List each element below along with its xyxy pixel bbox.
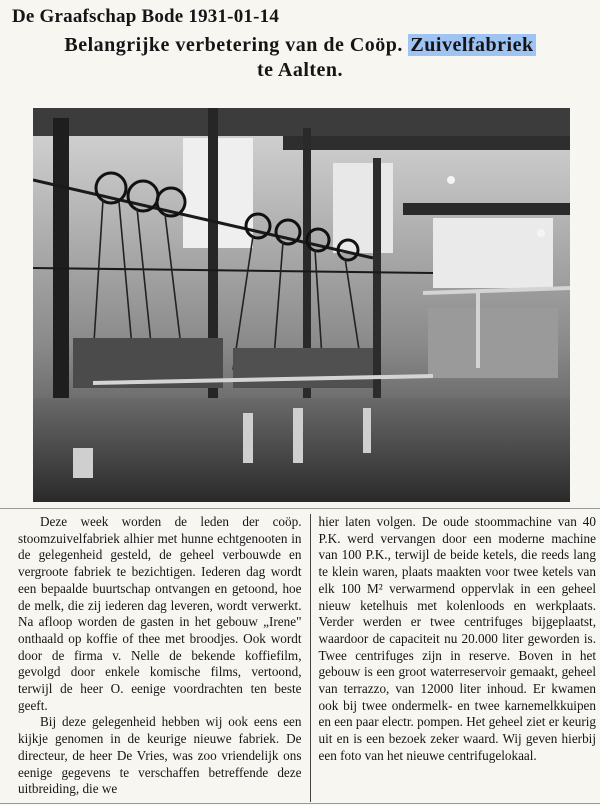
headline-text: Belangrijke verbetering van de Coöp. [64, 34, 403, 56]
bottom-divider [0, 803, 600, 804]
highlighted-search-term: Zuivelfabriek [410, 34, 534, 56]
headline-line-2: te Aalten. [256, 59, 344, 81]
paragraph: Deze week worden de leden der coöp. stoomzuivelfabriek alhier met hunne echtgenooten in de gelegenheid gesteld, de geheel verbouwde en vergroote fabriek te bezichtigen. Iederen dag wordt een bepaalde buurtschap ontvangen en getoond, hoe de melk, die zij iederen dag leveren, wordt verwerkt. Na afloop worden de gasten in het gebouw „Irene" onthaald op koffie of thee met broodjes. Ook wordt door de firma v. Nelle de bekende koffiefilm, gevolgd door enkele komische films, vertoond, terwijl de heer O. eenige voordrachten ten beste geeft. [18, 514, 302, 713]
headline-line-1 [0, 33, 600, 58]
article-body [18, 514, 596, 802]
newspaper-masthead: De Graafschap Bode 1931-01-14 [12, 6, 280, 27]
paragraph: Bij deze gelegenheid hebben wij ook eens een kijkje genomen in de keurige nieuwe fabriek. De directeur, de heer De Vries, was zoo vriendelijk ons eenige gegevens te verschaffen betreffende deze uitbreiding, die we [18, 714, 302, 797]
photo-illustration [33, 108, 570, 502]
article-headline [0, 33, 600, 83]
factory-interior-photo [33, 108, 570, 502]
article-column-2 [311, 514, 597, 802]
article-column-1 [18, 514, 311, 802]
paragraph: hier laten volgen. De oude stoommachine van 40 P.K. werd vervangen door een moderne machine van 100 P.K., terwijl de beide ketels, die reeds lang te klein waren, plaats maakten voor twee ketels van elk 100 M² verwarmend oppervlak in een geheel nieuw ketelhuis met kolenloods en werkplaats. Verder werden er twee centrifuges bijgeplaatst, waardoor de capaciteit nu 20.000 liter geworden is. Twee centrifuges zijn in reserve. Boven in het gebouw is een groot waterreservoir gemaakt, geheel van terrazzo, van 12000 liter inhoud. Er kwamen ook bij twee ondermelk- en twee karnemelkkuipen en een paar electr. pompen. Het geheel ziet er keurig uit en is een bezoek zeker waard. Wij geven hierbij een foto van het nieuwe centrifugelokaal. [318, 514, 596, 763]
divider [0, 508, 600, 509]
